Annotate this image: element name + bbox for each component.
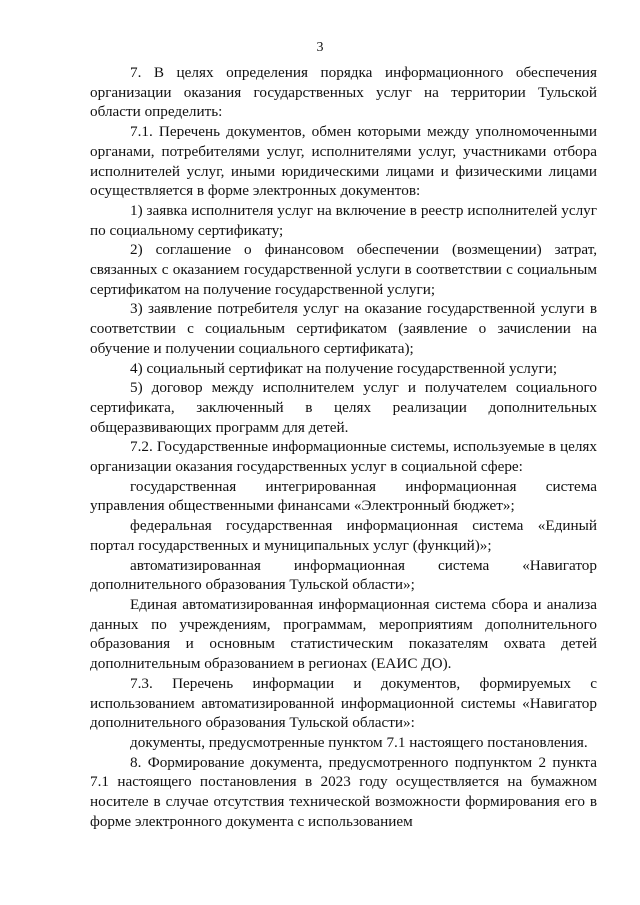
page-number: 3 [316,40,324,55]
list-item-1: 1) заявка исполнителя услуг на включение в реестр исполнителей услуг по социальному сертификату; [90,201,597,239]
list-item-5: 5) договор между исполнителем услуг и получателем социального сертификата, заключенный в целях реализации дополнительных общеразвивающих программ для детей. [90,379,597,436]
documents-reference: документы, предусмотренные пунктом 7.1 настоящего постановления. [130,733,588,751]
paragraph-7-1: 7.1. Перечень документов, обмен которыми между уполномоченными органами, потребителями услуг, исполнителями услуг, участниками отбора исполнителей услуг, иными юридическими лицами и физическими лицами осуществляется в форме электронных документов: [90,123,597,200]
list-item-3: 3) заявление потребителя услуг на оказание государственной услуги в соответствии с социальным сертификатом (заявление о зачислении на обучение и получении социального сертификата); [90,300,597,357]
paragraph-8: 8. Формирование документа, предусмотренного подпунктом 2 пункта 7.1 настоящего постановления в 2023 году осуществляется на бумажном носителе в случае отсутствия технической возможности формирования его в форме электронного документа с использованием [90,753,597,830]
system-gosuslugi-portal: федеральная государственная информационная система «Единый портал государственных и муниципальных услуг (функций)»; [90,517,597,554]
document-body [90,63,597,831]
list-item-2: 2) соглашение о финансовом обеспечении (возмещении) затрат, связанных с оказанием государственной услуги в соответствии с социальным сертификатом на получение государственной услуги; [90,241,597,298]
system-navigator: автоматизированная информационная система «Навигатор дополнительного образования Тульской области»; [90,556,597,594]
paragraph-7-2: 7.2. Государственные информационные системы, используемые в целях организации оказания государственных услуг в социальной сфере: [90,438,597,476]
system-electronic-budget: государственная интегрированная информационная система управления общественными финансами «Электронный бюджет»; [90,477,597,515]
list-item-4: 4) социальный сертификат на получение государственной услуги; [130,359,558,377]
paragraph-7-3: 7.3. Перечень информации и документов, формируемых с использованием автоматизированной информационной системы «Навигатор дополнительного образования Тульской области»: [90,674,597,732]
system-eais-do: Единая автоматизированная информационная система сбора и анализа данных по учреждениям, программам, мероприятиям дополнительного образования и основным статистическим показателям охвата детей дополнительным образованием в регионах (ЕАИС ДО). [90,595,597,673]
paragraph-7: 7. В целях определения порядка информационного обеспечения организации оказания государственных услуг на территории Тульской области определить: [90,64,597,121]
